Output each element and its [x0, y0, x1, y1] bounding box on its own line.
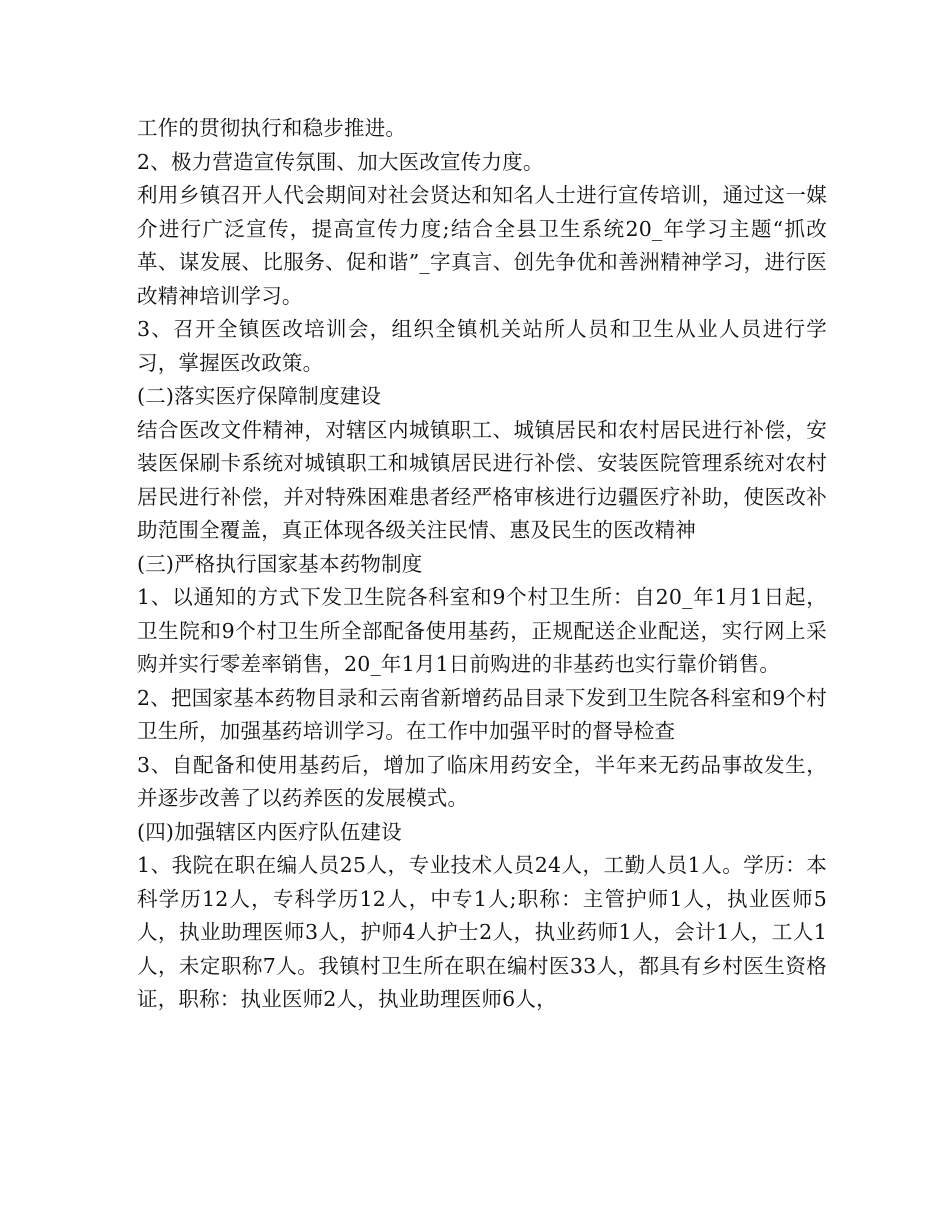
- paragraph-12: 1、我院在职在编人员25人，专业技术人员24人，工勤人员1人。学历：本科学历12人，专科学历12人，中专1人;职称：主管护师1人，执业医师5人，执业助理医师3人，护师4人护士2人，执业药师1人，会计1人，工人1人，未定职称7人。我镇村卫生所在职在编村医33人，都具有乡村医生资格证，职称：执业医师2人，执业助理医师6人，: [137, 853, 827, 1011]
- paragraph-9: 2、把国家基本药物目录和云南省新增药品目录下发到卫生院各科室和9个村卫生所，加强基药培训学习。在工作中加强平时的督导检查: [137, 685, 827, 743]
- paragraph-10: 3、自配备和使用基药后，增加了临床用药安全，半年来无药品事故发生，并逐步改善了以药养医的发展模式。: [137, 752, 827, 810]
- document-body: [137, 112, 827, 1017]
- heading-2: 2、极力营造宣传氛围、加大医改宣传力度。: [137, 149, 544, 174]
- section-heading-2: (二)落实医疗保障制度建设: [137, 384, 382, 408]
- paragraph-3: 利用乡镇召开人代会期间对社会贤达和知名人士进行宣传培训，通过这一媒介进行广泛宣传，提高宣传力度;结合全县卫生系统20_年学习主题“抓改革、谋发展、比服务、促和谐”_字真言、创先争优和善洲精神学习，进行医改精神培训学习。: [137, 183, 827, 308]
- section-heading-4: (四)加强辖区内医疗队伍建设: [137, 819, 402, 844]
- paragraph-6: 结合医改文件精神，对辖区内城镇职工、城镇居民和农村居民进行补偿，安装医保刷卡系统对城镇职工和城镇居民进行补偿、安装医院管理系统对农村居民进行补偿，并对特殊困难患者经严格审核进行边疆医疗补助，使医改补助范围全覆盖，真正体现各级关注民情、惠及民生的医改精神: [137, 417, 827, 542]
- paragraph-8: 1、以通知的方式下发卫生院各科室和9个村卫生所：自20_年1月1日起，卫生院和9个村卫生所全部配备使用基药，正规配送企业配送，实行网上采购并实行零差率销售，20_年1月1日前购进的非基药也实行靠价销售。: [137, 585, 827, 676]
- section-heading-3: (三)严格执行国家基本药物制度: [137, 551, 423, 576]
- paragraph-1: 工作的贯彻执行和稳步推进。: [137, 116, 407, 140]
- paragraph-4: 3、召开全镇医改培训会，组织全镇机关站所人员和卫生从业人员进行学习，掌握医改政策。: [137, 317, 827, 375]
